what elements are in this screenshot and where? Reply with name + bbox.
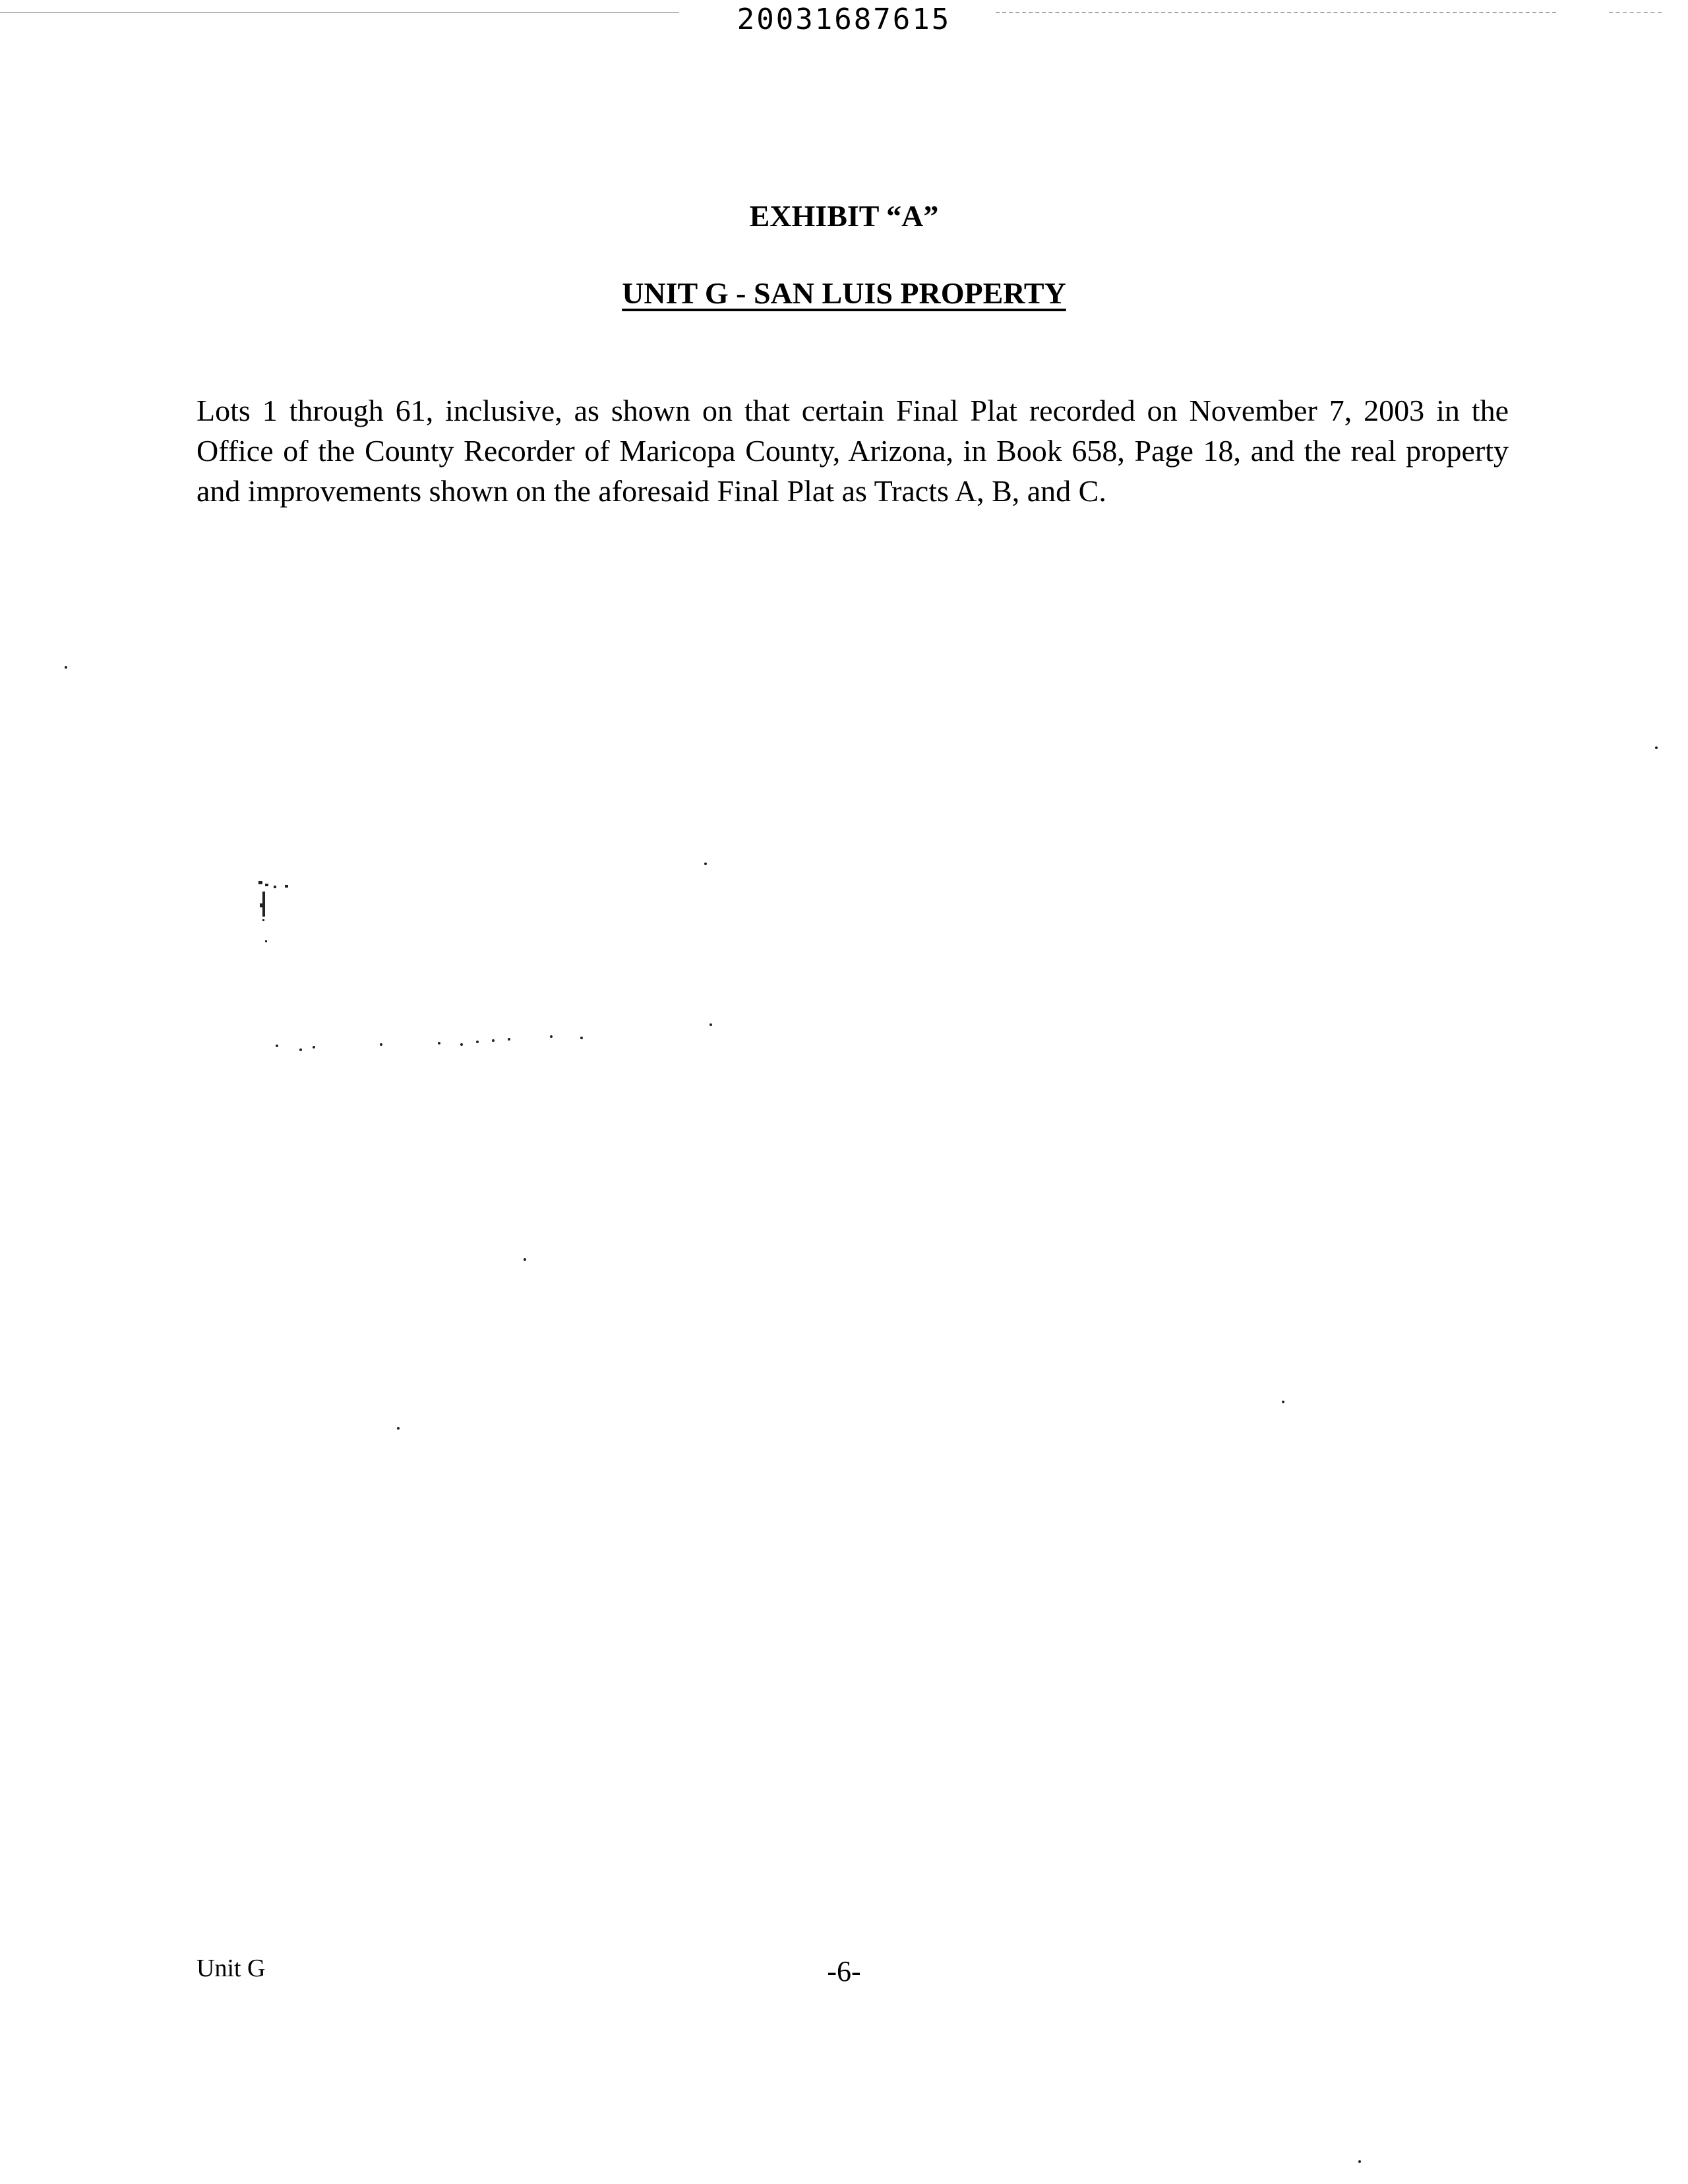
exhibit-subtitle: UNIT G - SAN LUIS PROPERTY [622,276,1066,310]
legal-description-paragraph: Lots 1 through 61, inclusive, as shown on that certain Final Plat recorded on November 7, 2003 in the Office of the County Recorder of Maricopa County, Arizona, in Book 658, Page 18, and the real property and improvements shown on the aforesaid Final Plat as Tracts A, B, and C. [196,394,1509,508]
footer-page-number: -6- [827,1955,861,1987]
footer-unit-label: Unit G [196,1955,266,1982]
recording-number: 20031687615 [737,3,951,36]
exhibit-title: EXHIBIT “A” [749,199,939,233]
